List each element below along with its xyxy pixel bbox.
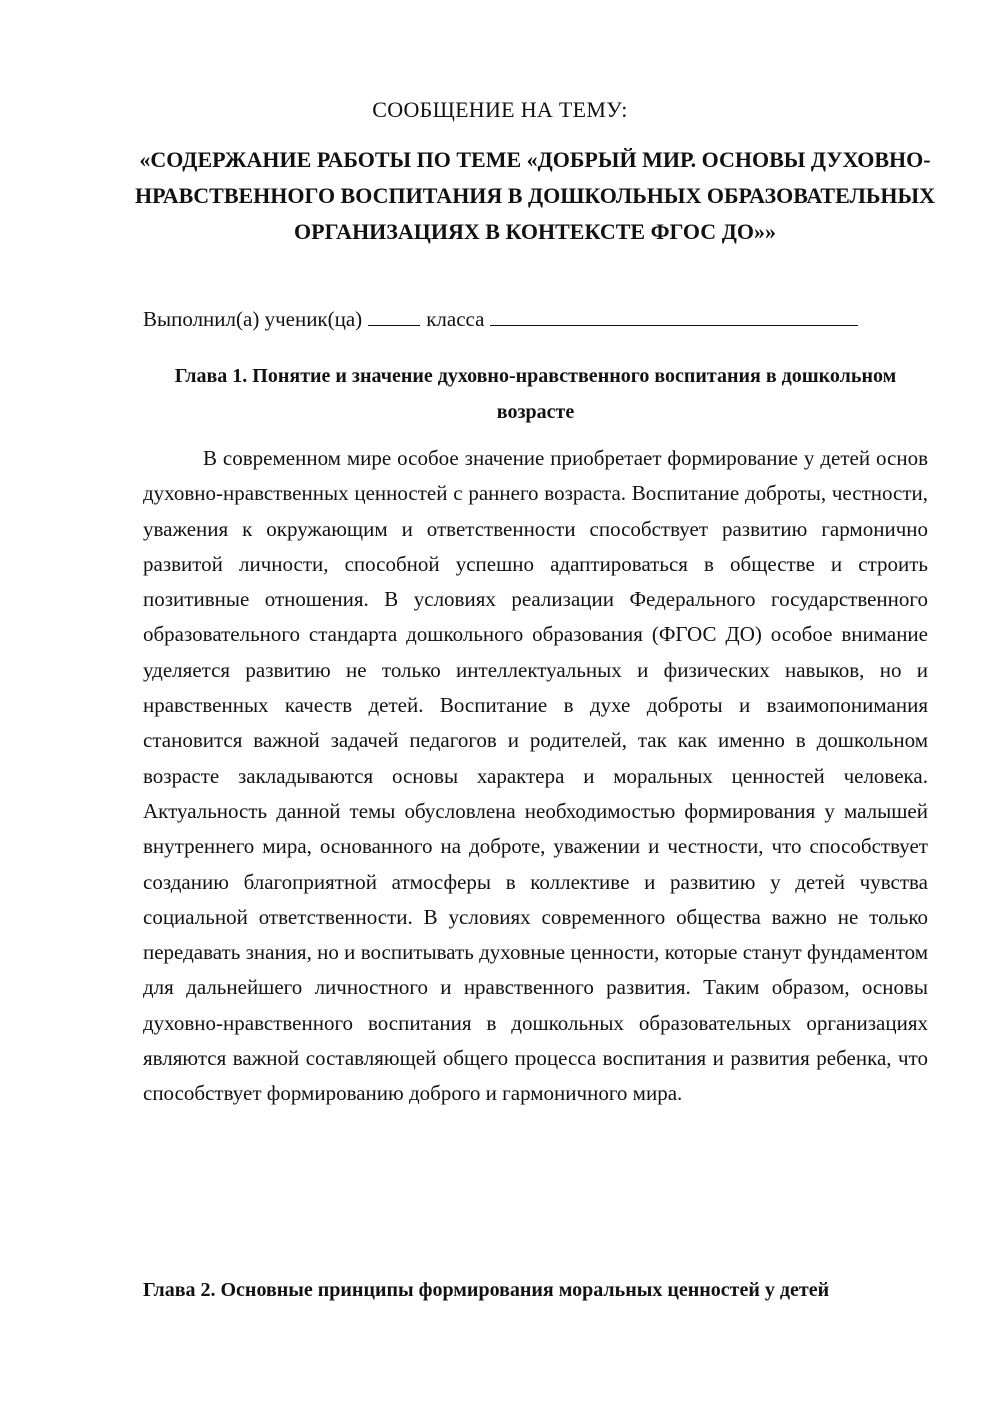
name-blank [490, 305, 858, 326]
report-title: «СОДЕРЖАНИЕ РАБОТЫ ПО ТЕМЕ «ДОБРЫЙ МИР. ОСНОВЫ ДУХОВНО-НРАВСТВЕННОГО ВОСПИТАНИЯ В ДОШКОЛЬНЫХ ОБРАЗОВАТЕЛЬНЫХ ОРГАНИЗАЦИЯХ В КОНТЕКСТЕ ФГОС ДО»» [134, 147, 936, 244]
chapter-1-heading: Глава 1. Понятие и значение духовно-нравственного воспитания в дошкольном возрасте [174, 365, 897, 423]
chapter-1-paragraph: В современном мире особое значение приобретает формирование у детей основ духовно-нравственных ценностей с раннего возраста. Воспитание доброты, честности, уважения к окружающим и ответственности способствует развитию гармонично развитой личности, способной успешно адаптироваться в обществе и строить позитивные отношения. В условиях реализации Федерального государственного образовательного стандарта дошкольного образования (ФГОС ДО) особое внимание уделяется развитию не только интеллектуальных и физических навыков, но и нравственных качеств детей. Воспитание в духе доброты и взаимопонимания становится важной задачей педагогов и родителей, так как именно в дошкольном возрасте закладываются основы характера и моральных ценностей человека. Актуальность данной темы обусловлена необходимостью формирования у малышей внутреннего мира, основанного на доброте, уважении и честности, что способствует созданию благоприятной атмосферы в коллективе и развитию у детей чувства социальной ответственности. В условиях современного общества важно не только передавать знания, но и воспитывать духовные ценности, которые станут фундаментом для дальнейшего личностного и нравственного развития. Таким образом, основы духовно-нравственного воспитания в дошкольных образовательных организациях являются важной составляющей общего процесса воспитания и развития ребенка, что способствует формированию доброго и гармоничного мира. [143, 446, 928, 1106]
grade-label: класса [426, 307, 485, 331]
report-label: СООБЩЕНИЕ НА ТЕМУ: [372, 97, 628, 122]
chapter-2-heading: Глава 2. Основные принципы формирования моральных ценностей у детей [143, 1279, 830, 1301]
signature-line [143, 305, 858, 333]
performed-by-label: Выполнил(а) ученик(ца) [143, 307, 363, 331]
grade-blank [368, 305, 420, 326]
